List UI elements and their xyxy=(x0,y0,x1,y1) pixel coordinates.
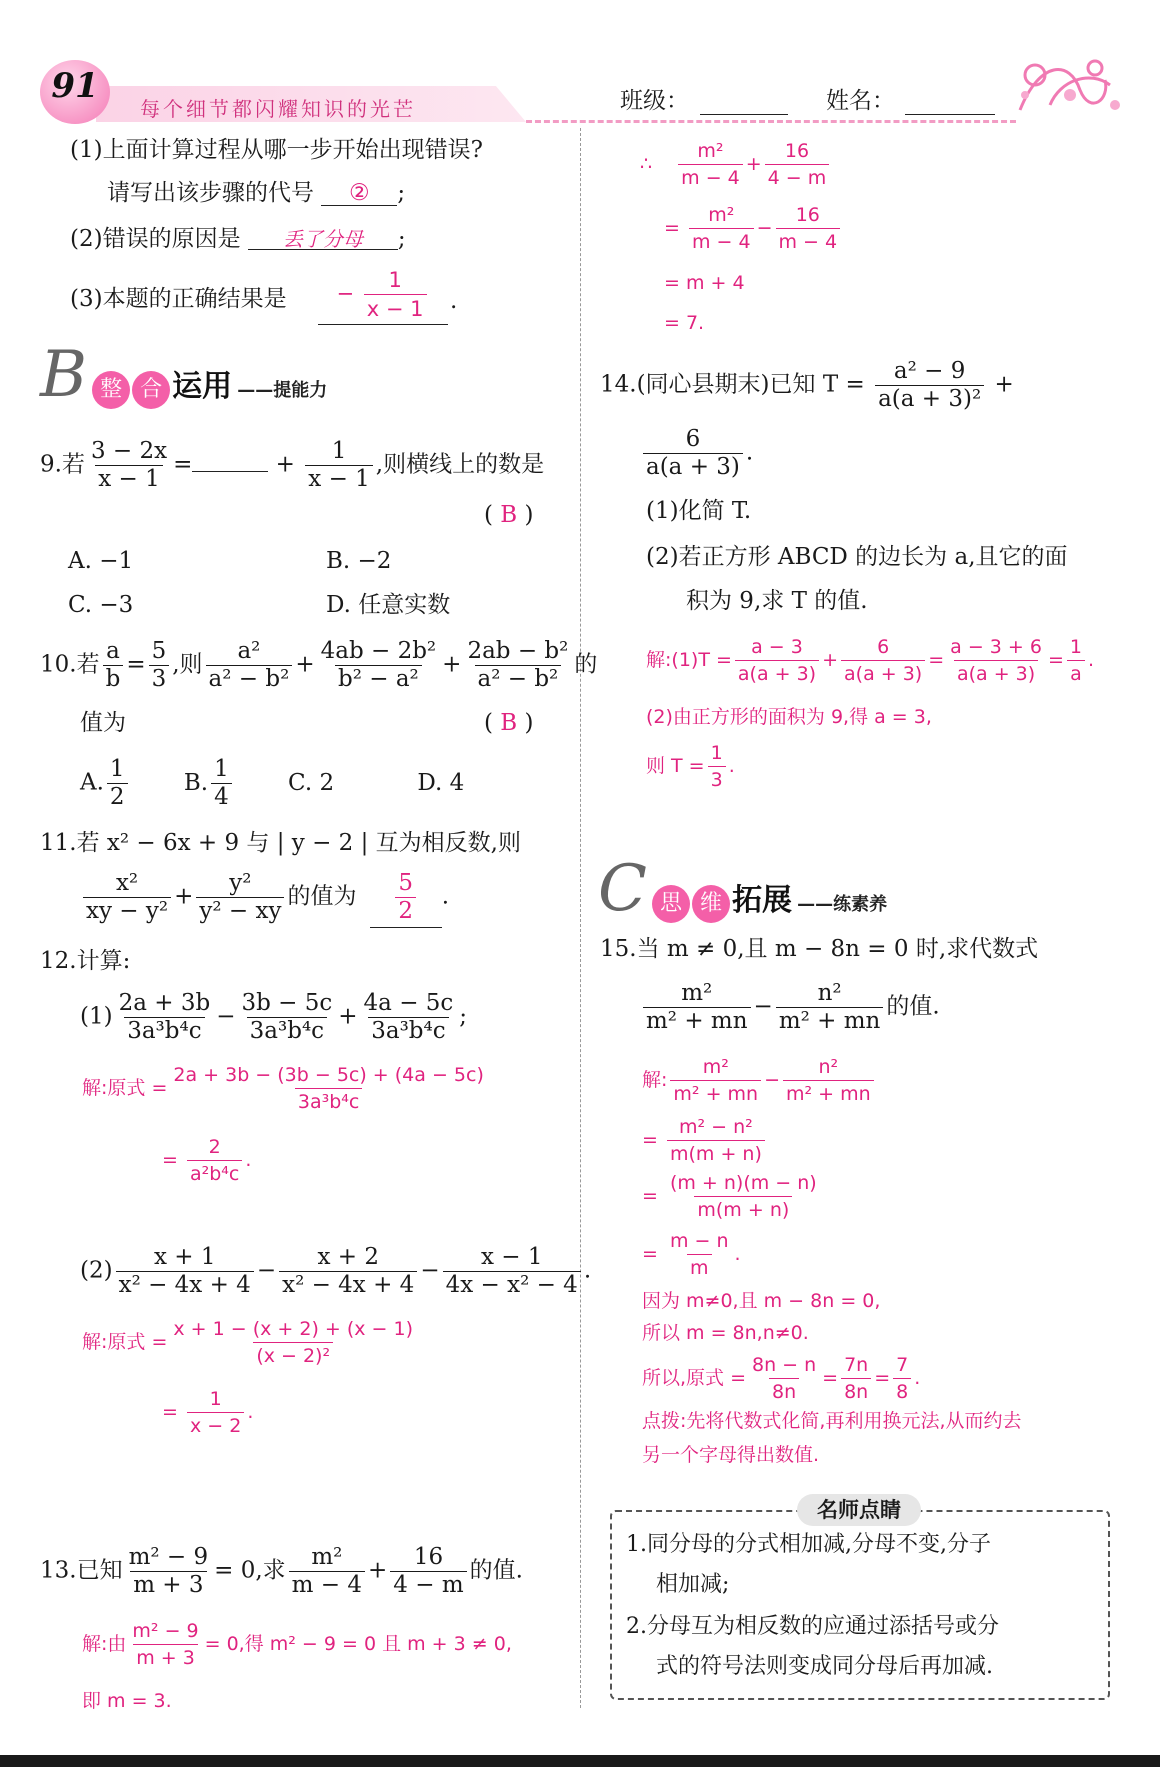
q11-term-1: $\frac{\text{x²}}{\text{xy − y²}}$ xyxy=(83,872,171,923)
section-c-letter: C xyxy=(598,852,647,926)
q10-option-a: A. xyxy=(80,769,104,796)
q15-so1: 所以 m = 8n,n≠0. xyxy=(642,1322,809,1344)
page-number: 91 xyxy=(51,66,99,106)
q12-part1-solution: 解:原式 = $\frac{2a + 3b - (3b - 5c) + (4a - 5c)}{\text{3a³b⁴c}}$ xyxy=(82,1064,484,1113)
q10-answer-bracket: ( B ) xyxy=(484,710,534,736)
q14-stem-line1: 14.(同心县期末)已知 T = $\frac{\text{a² − 9}}{\text{a(a + 3)²}}$ + xyxy=(600,358,1014,412)
q12-part1-result: = $\frac{2}{\text{a²b⁴c}}$ . xyxy=(162,1136,252,1185)
q12-part2-result: = $\frac{1}{x - 2}$ . xyxy=(162,1388,254,1437)
q13-continued-line2: = $\frac{\text{m²}}{m - 4}$ − $\frac{16}{m - 4}$ xyxy=(664,204,843,253)
q14-stem-line2: $\frac{6}{a(a + 3)}$ . xyxy=(640,428,753,479)
q15-solution-line1: 解: $\frac{\text{m²}}{\text{m² + mn}}$ − $\frac{\text{n²}}{\text{m² + mn}}$ xyxy=(642,1056,877,1105)
q10-line2: 值为 xyxy=(80,710,126,736)
q8-part2-answer: 丢了分母 xyxy=(248,229,398,250)
q10-term-2: $\frac{\text{4ab − 2b²}}{\text{b² − a²}}$ xyxy=(320,638,437,692)
q8-part1-line1: (1)上面计算过程从哪一步开始出现错误? xyxy=(70,137,483,163)
q14-sub1: (1)化简 T. xyxy=(646,498,752,524)
q12-part2: (2) $\frac{x + 1}{\text{x² − 4x + 4}}$ − $\frac{x + 2}{\text{x² − 4x + 4}}$ − $\frac{x - 1}{\text{4x − x² − 4}}$ . xyxy=(80,1244,592,1298)
q13-solution-line2: 即 m = 3. xyxy=(82,1690,172,1712)
q13-sol-lead: 解:由 xyxy=(82,1633,127,1655)
teacher-tip-1-line1: 1.同分母的分式相加减,分母不变,分子 xyxy=(626,1532,991,1557)
teacher-tip-2-line1: 2.分母互为相反数的应通过添括号或分 xyxy=(626,1614,999,1639)
q15-solution-line2: = $\frac{\text{m² − n²}}{m(m + n)}$ xyxy=(642,1116,768,1165)
q9-tail: ,则横线上的数是 xyxy=(375,451,545,478)
q9-option-a: A. −1 xyxy=(68,548,134,574)
q9-option-d: D. 任意实数 xyxy=(326,592,451,618)
q12-part1-label: (1) xyxy=(80,1003,113,1030)
section-b-bubble-1: 整 xyxy=(92,371,130,409)
q11-line2: $\frac{\text{x²}}{\text{xy − y²}}$ + $\frac{\text{y²}}{\text{y² − xy}}$ 的值为 $\frac{5}{2}$ . xyxy=(80,872,449,928)
header-dash-line xyxy=(526,120,1016,123)
q8-part2-prompt: (2)错误的原因是 xyxy=(70,226,241,252)
q12-part2-sol-lead: 解:原式 = xyxy=(82,1331,168,1353)
bottom-bar xyxy=(0,1755,1160,1767)
q11-tail: 的值为 xyxy=(287,883,357,910)
q13-continued-line3: = m + 4 xyxy=(664,272,745,294)
section-c-bubble-1: 思 xyxy=(652,885,690,923)
q9-option-c: C. −3 xyxy=(68,592,134,618)
q8-part1-prompt: 请写出该步骤的代号 xyxy=(107,180,314,206)
name-blank[interactable] xyxy=(905,114,995,115)
q13-sol-mid: = 0,得 m² − 9 = 0 且 m + 3 ≠ 0, xyxy=(204,1633,512,1655)
q10-option-c: C. 2 xyxy=(288,769,335,796)
header-slogan: 每个细节都闪耀知识的光芒 xyxy=(140,97,416,121)
q9-answer: B xyxy=(500,502,518,528)
q14-solution-3: 则 T = $\frac{1}{3}$ . xyxy=(646,742,735,791)
q13-continued-line1: ∴ $\frac{\text{m²}}{m - 4}$ + $\frac{16}{4 - m}$ xyxy=(640,140,832,189)
q13-tail: 的值. xyxy=(469,1557,523,1584)
teacher-tips-title: 名师点睛 xyxy=(797,1494,921,1526)
q12-part2-label: (2) xyxy=(80,1257,113,1284)
q10-options: A. $\frac{1}{2}$ B. $\frac{1}{4}$ C. 2 D. 4 xyxy=(80,756,465,810)
q9-answer-bracket: ( B ) xyxy=(484,502,534,528)
q15-solution-line3: = $\frac{(m + n)(m - n)}{m(m + n)}$ xyxy=(642,1172,817,1221)
name-label: 姓名： xyxy=(826,88,895,114)
section-c-title: 拓展 xyxy=(732,883,793,918)
q10-lead: 10.若 xyxy=(40,651,100,678)
q12-heading: 12.计算: xyxy=(40,948,131,974)
section-c-bubble-2: 维 xyxy=(692,885,730,923)
q8-part3-period: . xyxy=(450,288,458,314)
teacher-tip-1-line2: 相加减; xyxy=(656,1572,730,1597)
class-blank[interactable] xyxy=(700,114,788,115)
section-b-title: 运用 xyxy=(172,369,233,404)
q14-sol3-lead: 则 T = xyxy=(646,755,705,777)
q12-part1: (1) $\frac{2a + 3b}{\text{3a³b⁴c}}$ − $\frac{3b - 5c}{\text{3a³b⁴c}}$ + $\frac{4a - 5c}{\text{3a³b⁴c}}$ ; xyxy=(80,990,468,1044)
floral-ornament-icon xyxy=(1010,50,1128,120)
q9-option-b: B. −2 xyxy=(326,548,392,574)
q10-stem: 10.若 $\frac{a}{b}$ = $\frac{5}{3}$ ,则 $\frac{\text{a²}}{\text{a² − b²}}$ + $\frac{\text{4ab − 2b²}}{\text{b² − a²}}$ + $\frac{\text{2ab − b²}}{\text{a² − b²}}$ 的 xyxy=(40,638,598,692)
q11-line1: 11.若 x² − 6x + 9 与 | y − 2 | 互为相反数,则 xyxy=(40,830,521,856)
q15-tip-line2: 另一个字母得出数值. xyxy=(642,1444,820,1466)
q15-because: 因为 m≠0,且 m − 8n = 0, xyxy=(642,1290,881,1312)
q13-stem: 13.已知 $\frac{\text{m² − 9}}{m + 3}$ = 0,求 $\frac{\text{m²}}{m - 4}$ + $\frac{16}{4 - m}$ 的值. xyxy=(40,1544,523,1598)
q10-option-b: B. xyxy=(183,769,209,796)
section-c-subtitle: ——练素养 xyxy=(797,894,888,915)
q15-tail: 的值. xyxy=(886,993,940,1020)
therefore-symbol: ∴ xyxy=(640,153,653,175)
q10-answer: B xyxy=(500,710,518,736)
column-divider xyxy=(580,128,581,1708)
q10-tail: 的 xyxy=(574,651,598,678)
q14-sub2-line2: 积为 9,求 T 的值. xyxy=(686,588,868,614)
q10-term-1: $\frac{\text{a²}}{\text{a² − b²}}$ xyxy=(206,640,293,691)
q9-frac-right: $\frac{1}{x - 1}$ xyxy=(305,440,373,491)
class-label: 班级： xyxy=(620,88,689,114)
q15-so2-lead: 所以,原式 = xyxy=(642,1367,746,1389)
q14-sub2-line1: (2)若正方形 ABCD 的边长为 a,且它的面 xyxy=(646,544,1068,570)
section-b-letter: B xyxy=(40,338,88,412)
q15-stem-line1: 15.当 m ≠ 0,且 m − 8n = 0 时,求代数式 xyxy=(600,936,1039,962)
q13-mid: = 0,求 xyxy=(214,1557,286,1584)
q8-part1-line2: 请写出该步骤的代号 ② ; xyxy=(107,180,406,206)
section-b-subtitle: ——提能力 xyxy=(237,380,328,401)
section-c-heading xyxy=(598,852,887,926)
q12-part2-solution: 解:原式 = $\frac{x + 1 - (x + 2) + (x - 1)}{\text{(x − 2)²}}$ xyxy=(82,1318,414,1367)
q8-part3-answer: − $\frac{1}{x - 1}$ xyxy=(318,268,448,325)
q11-term-2: $\frac{\text{y²}}{\text{y² − xy}}$ xyxy=(196,872,284,923)
q15-sol-lead: 解: xyxy=(642,1069,668,1091)
section-b-bubble-2: 合 xyxy=(132,371,170,409)
q14-solution-2: (2)由正方形的面积为 9,得 a = 3, xyxy=(646,706,932,728)
q15-stem-line2: $\frac{\text{m²}}{\text{m² + mn}}$ − $\frac{\text{n²}}{\text{m² + mn}}$ 的值. xyxy=(640,982,940,1033)
section-b-heading xyxy=(40,338,327,412)
q10-option-d: D. 4 xyxy=(417,769,465,796)
q14-lead: 14.(同心县期末)已知 T = xyxy=(600,371,865,398)
q8-part1-answer: ② xyxy=(321,182,397,206)
q13-solution-line1: 解:由 $\frac{\text{m² − 9}}{m + 3}$ = 0,得 m² − 9 = 0 且 m + 3 ≠ 0, xyxy=(82,1620,512,1669)
q15-so2: 所以,原式 = $\frac{8n - n}{8n}$ = $\frac{7n}{8n}$ = $\frac{7}{8}$ . xyxy=(642,1354,921,1403)
q10-frac-a-b: $\frac{a}{b}$ xyxy=(103,640,124,691)
q14-sol1-lead: 解:(1)T = xyxy=(646,649,732,671)
teacher-tip-2-line2: 式的符号法则变成同分母后再加减. xyxy=(656,1654,993,1679)
q12-part1-sol-lead: 解:原式 = xyxy=(82,1077,168,1099)
q14-solution-1: 解:(1)T = $\frac{a - 3}{a(a + 3)}$ + $\frac{6}{a(a + 3)}$ = $\frac{a - 3 + 6}{a(a + 3)}$ = $\frac{1}{a}$ . xyxy=(646,636,1095,685)
q9-frac-left: $\frac{3 - 2x}{x - 1}$ xyxy=(90,438,168,492)
q8-part2-line: (2)错误的原因是 丢了分母 ; xyxy=(70,226,406,252)
q13-continued-line4: = 7. xyxy=(664,312,705,334)
q10-frac-5-3: $\frac{5}{3}$ xyxy=(149,640,170,691)
q10-term-3: $\frac{\text{2ab − b²}}{\text{a² − b²}}$ xyxy=(467,638,569,692)
q11-answer: $\frac{5}{2}$ xyxy=(370,872,442,928)
q9-lead: 9.若 xyxy=(40,451,85,478)
q15-solution-line4: = $\frac{m - n}{m}$ . xyxy=(642,1230,741,1279)
q15-tip-line1: 点拨:先将代数式化简,再利用换元法,从而约去 xyxy=(642,1410,1022,1432)
q8-part3-prompt: (3)本题的正确结果是 xyxy=(70,286,287,312)
q13-lead: 13.已知 xyxy=(40,1557,123,1584)
q9-stem: 9.若 $\frac{3 - 2x}{x - 1}$ = + $\frac{1}{x - 1}$ ,则横线上的数是 xyxy=(40,438,545,492)
q10-mid: ,则 xyxy=(172,651,203,678)
